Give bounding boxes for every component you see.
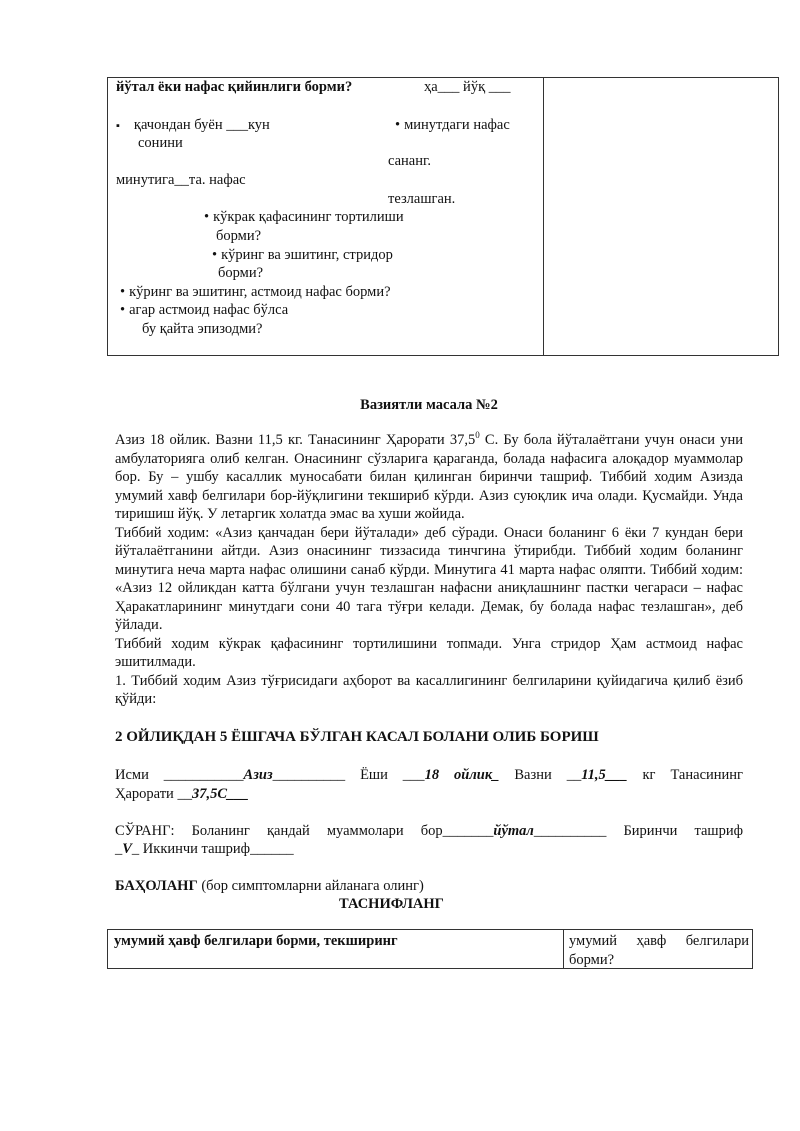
danger-question-text: умумий ҳавф белгилари борми?	[569, 933, 749, 968]
patient-info-line: Исми ___________Азиз__________ Ёши ___18 ойлик_ Вазни __11,5___ кг Танасининг	[115, 767, 743, 783]
weight-value: 11,5___	[581, 767, 628, 783]
since-days-cont: сонини	[138, 135, 183, 151]
chest-indrawing-cont: борми?	[216, 228, 262, 244]
form-heading: 2 ОЙЛИҚДАН 5 ЁШГАЧА БЎЛГАН КАСАЛ БОЛАНИ ОЛИБ БОРИШ	[115, 729, 599, 745]
yes-no-field: ҳа___ йўқ ___	[424, 79, 511, 95]
visit-line: _V_ Иккинчи ташриф______	[115, 841, 294, 857]
stridor-item: • кўринг ва эшитинг, стридор	[212, 246, 393, 265]
age-value: 18 ойлик_	[424, 767, 500, 783]
name-value: Азиз	[243, 767, 273, 783]
case-paragraph-1: Азиз 18 ойлик. Вазни 11,5 кг. Танасининг Ҳарорати 37,5$^0$ С. Бу бола йўталаётгани учун онаси уни амбулаторияга олиб келган. Онасининг сўзларига қараганда, болада нафасига алоқадор муаммолар бор. Бу – ушбу касаллик муносабати билан қилинган биринчи ташриф. Тиббий ходим Азизда умумий хавф белгилари бор-йўқлигини текшириб кўрди. Азиз суюқлик ича олади. Қусмайди. Унда тиришиш йўқ. У летаргик холатда эмас ва хуши жойида.	[115, 430, 743, 522]
fast-breath-text: тезлашган.	[388, 191, 456, 207]
case-text	[115, 431, 743, 709]
case-title: Вазиятли масала №2	[360, 397, 498, 413]
danger-check-text: умумий ҳавф белгилари борми, текширинг	[114, 933, 398, 949]
temperature-value: 37,5С___	[191, 786, 249, 802]
wheeze-episode-item: • агар астмоид нафас бўлса	[120, 301, 288, 320]
table-column-divider	[543, 78, 544, 355]
case-paragraph-4: 1. Тиббий ходим Азиз тўғрисидаги аҳборот ва касаллигининг белгиларини қуйидагича қилиб ёзиб қўйди:	[115, 672, 743, 707]
temperature-line: Ҳарорати __37,5С___	[115, 786, 249, 802]
assess-line: БАҲОЛАНГ (бор симптомларни айланага олинг)	[115, 878, 424, 894]
breath-count-cont: сананг.	[388, 153, 431, 169]
ask-line: СЎРАНГ: Боланинг қандай муаммолари бор_______йўтал__________ Биринчи ташриф	[115, 823, 743, 839]
problem-value: йўтал	[493, 823, 534, 839]
table-column-divider	[563, 930, 564, 968]
wheeze-item: • кўринг ва эшитинг, астмоид нафас борми?	[120, 283, 391, 302]
since-days-item: ▪ қачондан буён ___кун	[116, 116, 270, 136]
case-paragraph-2: Тиббий ходим: «Азиз қанчадан бери йўталади» деб сўради. Онаси боланинг 6 ёки 7 кундан бери йўталаётганини айтди. Азиз онасининг тиззасида тинчгина ўтирибди. Тиббий ходим боланинг минутига неча марта нафас олишини санаб кўрди. Минутига 41 марта нафас оляпти. Тиббий ходим: «Азиз 12 ойликдан катта бўлгани учун тезлашган нафасни аниқлашнинг пастки чегараси – нафас Ҳаракатларининг минутдаги сони 40 тага тўғри келади. Демак, бу болада нафас тезлашган», деб ўйлади.	[115, 524, 743, 633]
visit-mark: V	[122, 841, 132, 857]
cough-question: йўтал ёки нафас қийинлиги борми?	[116, 79, 353, 95]
breath-count-field: минутига__та. нафас	[116, 172, 246, 188]
breath-count-item: • минутдаги нафас	[395, 116, 510, 135]
stridor-cont: борми?	[218, 265, 264, 281]
classify-heading: ТАСНИФЛАНГ	[339, 896, 444, 912]
wheeze-episode-cont: бу қайта эпизодми?	[142, 321, 263, 337]
case-paragraph-3: Тиббий ходим кўкрак қафасининг тортилишини топмади. Унга стридор Ҳам астмоид нафас эшитилмади.	[115, 635, 743, 670]
chest-indrawing-item: • кўкрак қафасининг тортилиши	[204, 208, 404, 227]
